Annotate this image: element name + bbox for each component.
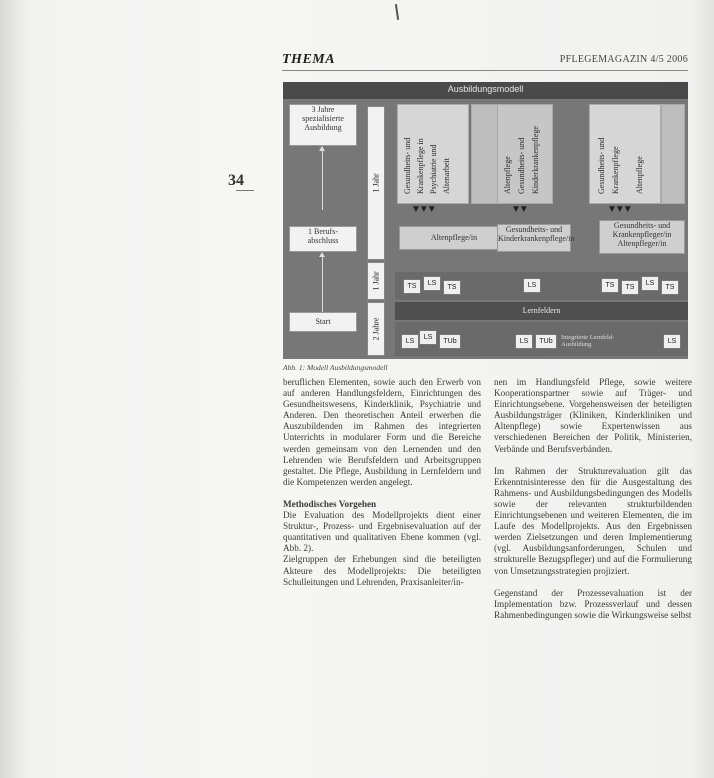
column-1-item-4: Altenarbeit [442,158,451,194]
section-heading: THEMA [282,52,336,67]
phase-label-2: 1 Jahr [371,271,381,291]
chevrons-1: ▼▼▼ [411,204,435,215]
chip-10: LS [419,330,437,345]
column-3-item-2: Krankenpflege [611,146,620,194]
chip-11: TUb [439,334,461,349]
right-text-column [494,377,692,632]
left-paragraph-1: beruflichen Elementen, sowie auch den Erwerb von auf anderen Handlungsfeldern, Einrichtungen des Gesundheitswesens, Kinderklinik, Psychiatrie und Anderen. Den theoretischen Anteil erwerben die Auszubildenden im Rahmen des integrierten Unterrichts in modularer Form und die Bereiche werden gemeinsam von den Lernenden und den Lehrenden wie Berufsfeldern und Arbeitsgruppen gestaltet. Die Pflege, Ausbildung in Lernfeldern und die Kompetenzen werden angelegt. [283,377,481,487]
column-3-item-1: Gesundheits- und [597,137,606,194]
phase-label-3: 2 Jahre [371,317,381,341]
column-2-item-3: Kinderkrankenpflege [531,126,540,194]
box-specialised-training: 3 Jahre spezialisierte Ausbildung [289,104,357,146]
figure-title-bar [283,82,688,99]
box-start: Start [289,312,357,332]
magazine-issue: PFLEGEMAGAZIN 4/5 2006 [559,54,688,65]
chip-4: LS [523,278,541,293]
target-3: Gesundheits- und Krankenpfleger/in Altenpfleger/in [599,220,685,254]
chip-6: TS [621,280,639,295]
box-first-qualification: 1 Berufs- abschluss [289,226,357,252]
chip-9: LS [401,334,419,349]
chevrons-3: ▼▼▼ [607,204,631,215]
margin-page-mark: 34 [228,172,244,189]
column-3-item-3: Altenpflege [635,156,644,194]
arrow-up-2 [322,256,323,312]
target-2: Gesundheits- und Kinderkrankenpflege/in [497,224,571,252]
column-1-item-1: Gesundheits- und [403,137,412,194]
phase-cell-2 [367,262,385,300]
chip-7: LS [641,276,659,291]
figure-caption: Abb. 1: Modell Ausbildungsmodell [283,363,388,372]
chip-3: TS [443,280,461,295]
right-paragraph-3: Gegenstand der Prozessevaluation ist der Implementation bzw. Prozessverlauf und dessen Rahmenbedingungen sowie die Wirkungsweise selbst [494,587,692,620]
column-2-item-2: Gesundheits- und [517,137,526,194]
target-1: Altenpflege/in [399,226,509,250]
phase-cell-3 [367,302,385,356]
figure-title: Ausbildungsmodell [447,84,524,94]
arrow-up-1 [322,150,323,210]
chip-8: TS [661,280,679,295]
column-1-item-2: Krankenpflege in [416,138,425,194]
header-rule [282,70,688,71]
chip-2: LS [423,276,441,291]
model-figure [283,82,688,359]
chip-14: LS [663,334,681,349]
phase-cell-1 [367,106,385,260]
margin-line [236,190,254,191]
chip-1: TS [403,279,421,294]
figure-note: Integrierte Lernfeld-Ausbildung [561,334,615,348]
right-paragraph-1: nen im Handlungsfeld Pflege, sowie weitere Kooperationspartner sowie auf Träger- und Einrichtungsebene. Vorgehensweisen der beteiligten Ausbildungsträger (Kliniken, Kinderkliniken und Altenpflege) sowie Expertenwissen aus verschiedenen Bereichen der Politik, Ministerien, Verbände und Berufsverbänden. [494,377,692,454]
phase-label-1: 1 Jahr [371,173,381,193]
column-3b-background [661,104,685,204]
band-label: Lernfeldern [522,306,561,315]
chevrons-2: ▼▼ [511,204,527,215]
column-1-item-3: Psychiatrie und [429,144,438,194]
column-2-item-1: Altenpflege [503,156,512,194]
subheading-method: Methodisches Vorgehen [283,498,377,509]
chip-5: TS [601,278,619,293]
chip-12: LS [515,334,533,349]
right-paragraph-2: Im Rahmen der Strukturevaluation gilt das Erkenntnisinteresse den für die Ausgestaltung des Rahmens- und Ausbildungsbedingungen des Modells sowie der relevanten strukturbildenden Einrichtungsebenen und weiteren Elementen, die im Laufe des Modellprojekts. Aus den Ergebnissen werden Zielsetzungen und deren Implementierung (vgl. Ausbildungsanforderungen, Schulen und strukturelle Bezugspfleger) und auf die Formulierung von Umsetzungsstrategien projiziert. [494,465,692,576]
left-text-column [283,377,481,599]
left-paragraph-2: Die Evaluation des Modellprojekts dient einer Struktur-, Prozess- und Ergebnisevaluation auf der quantitativen und qualitativen Ebene kommen (vgl. Abb. 2). Zielgruppen der Erhebungen sind die beteiligten Akteure des Modellprojekts: Die beteiligten Schulleitungen und Lehrenden, Praxisanleiter/in- [283,510,481,587]
chip-13: TUb [535,334,557,349]
